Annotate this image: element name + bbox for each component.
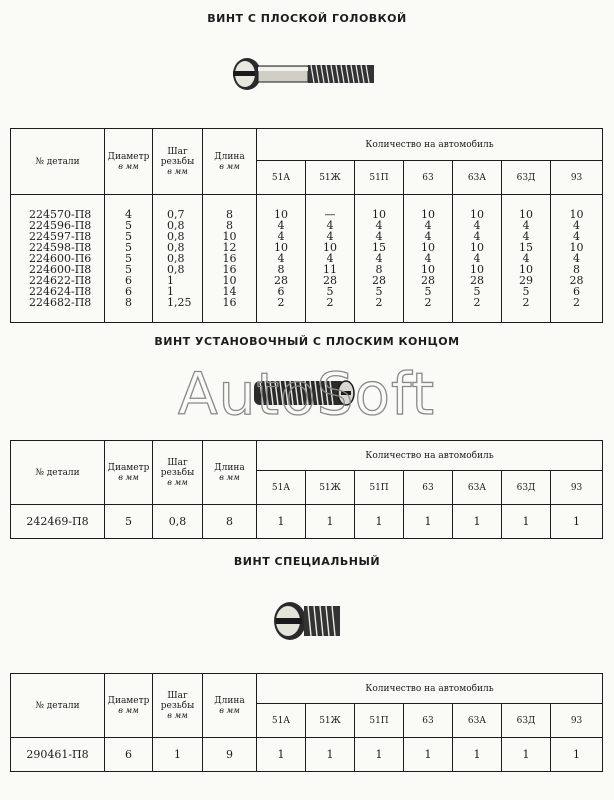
flat-head-screw-illustration — [230, 55, 380, 95]
part-number-column: 224570-П8 224596-П8 224597-П8 224598-П8 224600-П6 224600-П8 224622-П8 224624-П8 224682-П8 — [11, 195, 105, 323]
model-header: 93 — [551, 704, 603, 738]
model-header: 63А — [453, 471, 502, 505]
quantity-column: 10 4 4 10 4 10 28 5 2 — [404, 195, 453, 323]
header-part-no: № детали — [11, 441, 105, 505]
quantity-column: 10 4 4 10 4 8 28 6 2 — [551, 195, 603, 323]
header-quantity: Количество на автомобиль — [257, 441, 603, 471]
header-diameter: Диаметр в мм — [105, 441, 153, 505]
model-header: 51А — [257, 704, 306, 738]
header-length: Длина в мм — [203, 441, 257, 505]
quantity-cell: 1 — [355, 505, 404, 539]
quantity-cell: 1 — [257, 505, 306, 539]
model-header: 63 — [404, 704, 453, 738]
table-row — [11, 505, 603, 539]
pitch-cell: 1 — [153, 738, 203, 772]
quantity-column: 10 4 4 10 4 10 28 5 2 — [453, 195, 502, 323]
part-number-cell: 290461-П8 — [11, 738, 105, 772]
header-part-no: № детали — [11, 129, 105, 195]
part-number-cell: 242469-П8 — [11, 505, 105, 539]
quantity-cell: 1 — [453, 505, 502, 539]
pitch-cell: 0,8 — [153, 505, 203, 539]
section2-table — [10, 440, 603, 539]
quantity-cell: 1 — [404, 505, 453, 539]
quantity-cell: 1 — [355, 738, 404, 772]
quantity-cell: 1 — [306, 505, 355, 539]
header-thread-pitch: Шаг резьбы в мм — [153, 674, 203, 738]
quantity-column: 10 4 4 15 4 10 29 5 2 — [502, 195, 551, 323]
model-header: 51А — [257, 471, 306, 505]
quantity-cell: 1 — [551, 738, 603, 772]
model-header: 63А — [453, 161, 502, 195]
header-thread-pitch: Шаг резьбы в мм — [153, 441, 203, 505]
section1-title: ВИНТ С ПЛОСКОЙ ГОЛОВКОЙ — [207, 12, 407, 25]
set-screw-illustration — [250, 375, 360, 411]
model-header: 51А — [257, 161, 306, 195]
model-header: 63 — [404, 471, 453, 505]
quantity-cell: 1 — [257, 738, 306, 772]
length-column: 8 8 10 12 16 16 10 14 16 — [203, 195, 257, 323]
quantity-cell: 1 — [453, 738, 502, 772]
quantity-cell: 1 — [551, 505, 603, 539]
section3-title: ВИНТ СПЕЦИАЛЬНЫЙ — [233, 555, 381, 568]
header-diameter: Диаметр в мм — [105, 129, 153, 195]
model-header: 51Ж — [306, 161, 355, 195]
quantity-cell: 1 — [502, 505, 551, 539]
table-row — [11, 738, 603, 772]
header-quantity: Количество на автомобиль — [257, 674, 603, 704]
quantity-column: — 4 4 10 4 11 28 5 2 — [306, 195, 355, 323]
quantity-cell: 1 — [306, 738, 355, 772]
pitch-column: 0,7 0,8 0,8 0,8 0,8 0,8 1 1 1,25 — [153, 195, 203, 323]
model-header: 63 — [404, 161, 453, 195]
model-header: 51П — [355, 704, 404, 738]
quantity-column: 10 4 4 10 4 8 28 6 2 — [257, 195, 306, 323]
header-diameter: Диаметр в мм — [105, 674, 153, 738]
model-header: 51П — [355, 161, 404, 195]
special-screw-illustration — [268, 598, 348, 644]
model-header: 63Д — [502, 704, 551, 738]
model-header: 63Д — [502, 161, 551, 195]
model-header: 93 — [551, 161, 603, 195]
quantity-cell: 1 — [404, 738, 453, 772]
model-header: 51Ж — [306, 471, 355, 505]
diameter-cell: 6 — [105, 738, 153, 772]
header-quantity: Количество на автомобиль — [257, 129, 603, 161]
section1-table — [10, 128, 603, 323]
model-header: 63А — [453, 704, 502, 738]
section2-title: ВИНТ УСТАНОВОЧНЫЙ С ПЛОСКИМ КОНЦОМ — [154, 335, 460, 348]
quantity-column: 10 4 4 15 4 8 28 5 2 — [355, 195, 404, 323]
model-header: 93 — [551, 471, 603, 505]
length-cell: 8 — [203, 505, 257, 539]
section3-table — [10, 673, 603, 772]
header-part-no: № детали — [11, 674, 105, 738]
diameter-column: 4 5 5 5 5 5 6 6 8 — [105, 195, 153, 323]
header-length: Длина в мм — [203, 674, 257, 738]
header-length: Длина в мм — [203, 129, 257, 195]
model-header: 51Ж — [306, 704, 355, 738]
diameter-cell: 5 — [105, 505, 153, 539]
model-header: 63Д — [502, 471, 551, 505]
model-header: 51П — [355, 471, 404, 505]
quantity-cell: 1 — [502, 738, 551, 772]
header-thread-pitch: Шаг резьбы в мм — [153, 129, 203, 195]
length-cell: 9 — [203, 738, 257, 772]
